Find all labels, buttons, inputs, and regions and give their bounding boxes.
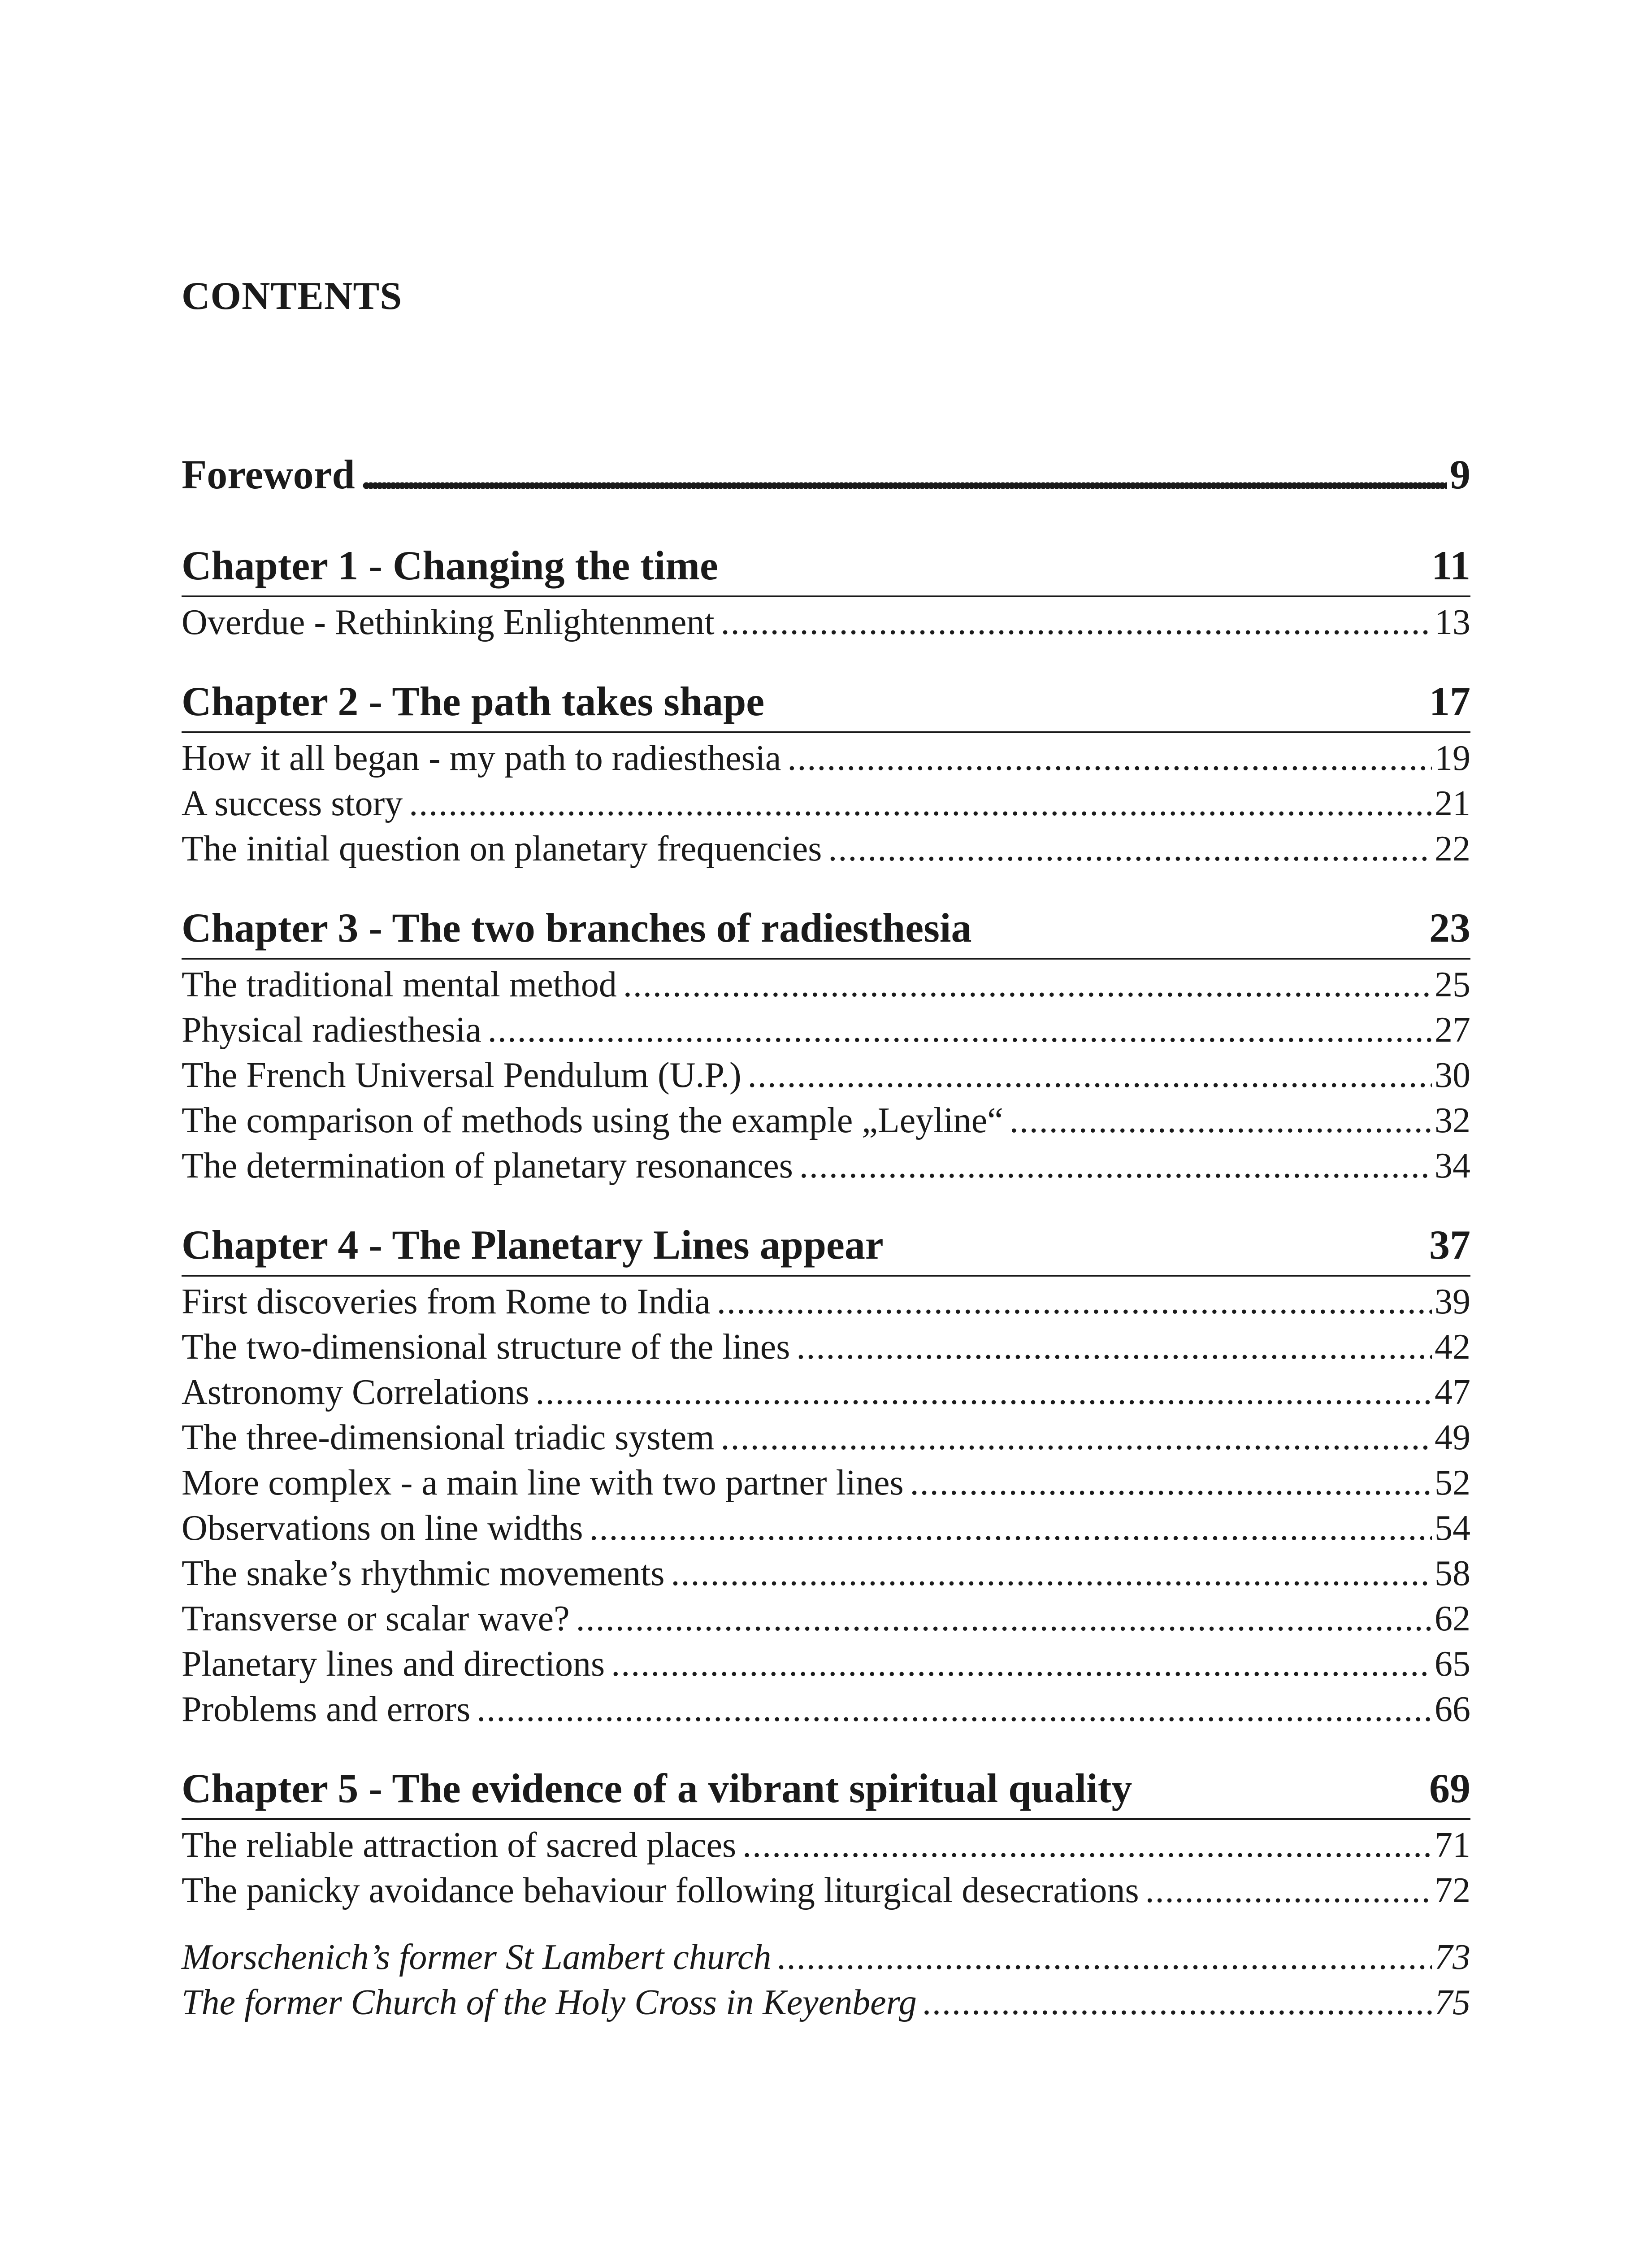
chapter-title: Chapter 2 - The path takes shape bbox=[182, 678, 765, 724]
chapter-5-group bbox=[182, 1764, 1470, 2025]
leader-dots bbox=[488, 1008, 1432, 1053]
entry-title: Overdue - Rethinking Enlightenment bbox=[182, 603, 715, 642]
toc-entry[interactable] bbox=[182, 1506, 1470, 1551]
entry-page: 42 bbox=[1435, 1327, 1470, 1367]
toc-entry[interactable] bbox=[182, 826, 1470, 872]
entry-page: 62 bbox=[1435, 1599, 1470, 1638]
entry-page: 75 bbox=[1435, 1983, 1470, 2022]
entry-page: 66 bbox=[1435, 1690, 1470, 1729]
foreword-page: 9 bbox=[1450, 452, 1470, 497]
toc-entry[interactable] bbox=[182, 1053, 1470, 1098]
leader-dots bbox=[742, 1823, 1432, 1868]
entry-page: 32 bbox=[1435, 1101, 1470, 1140]
leader-dots bbox=[623, 962, 1432, 1008]
entry-page: 27 bbox=[1435, 1010, 1470, 1050]
entry-title: Planetary lines and directions bbox=[182, 1644, 605, 1684]
chapter-heading[interactable] bbox=[182, 1764, 1470, 1820]
chapter-page: 23 bbox=[1429, 905, 1470, 951]
leader-dots bbox=[787, 736, 1432, 781]
toc-entry[interactable] bbox=[182, 1823, 1470, 1868]
toc-entry[interactable] bbox=[182, 736, 1470, 781]
entry-page: 39 bbox=[1435, 1282, 1470, 1321]
toc-entry[interactable] bbox=[182, 1596, 1470, 1642]
leader-dots bbox=[721, 600, 1432, 645]
entry-title: The three-dimensional triadic system bbox=[182, 1418, 715, 1457]
italic-subentries bbox=[182, 1935, 1470, 2025]
chapter-title: Chapter 1 - Changing the time bbox=[182, 543, 718, 588]
entry-title: The former Church of the Holy Cross in Keyenberg bbox=[182, 1983, 917, 2022]
toc-entry[interactable] bbox=[182, 1143, 1470, 1189]
entry-page: 30 bbox=[1435, 1056, 1470, 1095]
entry-page: 52 bbox=[1435, 1463, 1470, 1503]
toc-entry[interactable] bbox=[182, 781, 1470, 826]
entry-title: Morschenich’s former St Lambert church bbox=[182, 1938, 772, 1977]
leader-dots bbox=[748, 1053, 1432, 1098]
leader-dots bbox=[828, 826, 1432, 872]
entry-title: A success story bbox=[182, 784, 403, 823]
entry-page: 34 bbox=[1435, 1146, 1470, 1186]
leader-dots bbox=[923, 1980, 1432, 2025]
toc-entry[interactable] bbox=[182, 1008, 1470, 1053]
entry-page: 54 bbox=[1435, 1508, 1470, 1548]
entry-title: The reliable attraction of sacred places bbox=[182, 1825, 737, 1865]
entry-title: The snake’s rhythmic movements bbox=[182, 1554, 665, 1593]
entry-title: Problems and errors bbox=[182, 1690, 471, 1729]
chapter-title: Chapter 5 - The evidence of a vibrant spiritual quality bbox=[182, 1765, 1132, 1811]
entry-title: The comparison of methods using the example „Leyline“ bbox=[182, 1101, 1003, 1140]
leader-dots bbox=[799, 1143, 1432, 1189]
leader-dots bbox=[576, 1596, 1432, 1642]
entry-title: Transverse or scalar wave? bbox=[182, 1599, 570, 1638]
chapter-page: 11 bbox=[1431, 543, 1470, 588]
entry-title: The initial question on planetary frequencies bbox=[182, 829, 822, 869]
chapter-title: Chapter 4 - The Planetary Lines appear bbox=[182, 1222, 884, 1268]
toc-entry[interactable] bbox=[182, 1279, 1470, 1325]
chapter-heading[interactable] bbox=[182, 678, 1470, 733]
leader-dots bbox=[671, 1551, 1432, 1596]
entry-page: 58 bbox=[1435, 1554, 1470, 1593]
chapter-heading[interactable] bbox=[182, 904, 1470, 960]
toc-entry-italic[interactable] bbox=[182, 1935, 1470, 1980]
toc-entry[interactable] bbox=[182, 1460, 1470, 1506]
entry-title: First discoveries from Rome to India bbox=[182, 1282, 711, 1321]
contents-heading: CONTENTS bbox=[182, 274, 403, 318]
leader-dots bbox=[777, 1935, 1432, 1980]
toc-entry[interactable] bbox=[182, 1687, 1470, 1732]
entry-page: 19 bbox=[1435, 739, 1470, 778]
toc-entry[interactable] bbox=[182, 1098, 1470, 1143]
chapter-page: 17 bbox=[1429, 678, 1470, 724]
entry-page: 21 bbox=[1435, 784, 1470, 823]
toc-entry[interactable] bbox=[182, 1551, 1470, 1596]
foreword-title: Foreword bbox=[182, 452, 355, 497]
entry-page: 73 bbox=[1435, 1938, 1470, 1977]
leader-dots bbox=[477, 1687, 1432, 1732]
chapter-heading[interactable] bbox=[182, 542, 1470, 597]
toc-entry[interactable] bbox=[182, 962, 1470, 1008]
entry-title: The two-dimensional structure of the lines bbox=[182, 1327, 790, 1367]
entry-page: 65 bbox=[1435, 1644, 1470, 1684]
entry-title: More complex - a main line with two partner lines bbox=[182, 1463, 904, 1503]
toc-entry[interactable] bbox=[182, 1642, 1470, 1687]
entry-page: 71 bbox=[1435, 1825, 1470, 1865]
entry-page: 49 bbox=[1435, 1418, 1470, 1457]
toc-entry[interactable] bbox=[182, 1868, 1470, 1913]
entry-title: The panicky avoidance behaviour following liturgical desecrations bbox=[182, 1871, 1139, 1910]
chapter-2-group bbox=[182, 678, 1470, 872]
leader-dots bbox=[409, 781, 1432, 826]
entry-title: How it all began - my path to radiesthesia bbox=[182, 739, 781, 778]
toc-entry[interactable] bbox=[182, 1415, 1470, 1460]
foreword-entry[interactable] bbox=[182, 451, 1470, 507]
toc-entry[interactable] bbox=[182, 1325, 1470, 1370]
chapter-page: 37 bbox=[1429, 1222, 1470, 1268]
table-of-contents bbox=[182, 451, 1470, 2025]
chapter-title: Chapter 3 - The two branches of radiesthesia bbox=[182, 905, 972, 951]
chapter-1-group bbox=[182, 542, 1470, 645]
entry-page: 72 bbox=[1435, 1871, 1470, 1910]
leader-dots bbox=[721, 1415, 1432, 1460]
leader-dots bbox=[611, 1642, 1432, 1687]
entry-page: 13 bbox=[1435, 603, 1470, 642]
entry-title: The French Universal Pendulum (U.P.) bbox=[182, 1056, 741, 1095]
toc-entry-italic[interactable] bbox=[182, 1980, 1470, 2025]
entry-title: Astronomy Correlations bbox=[182, 1373, 529, 1412]
leader-dots bbox=[1145, 1868, 1432, 1913]
entry-title: Physical radiesthesia bbox=[182, 1010, 481, 1050]
leader-dots bbox=[535, 1370, 1432, 1415]
leader-dots bbox=[796, 1325, 1432, 1370]
chapter-4-group bbox=[182, 1221, 1470, 1732]
entry-title: The determination of planetary resonances bbox=[182, 1146, 793, 1186]
toc-entry[interactable] bbox=[182, 600, 1470, 645]
leader-dots bbox=[589, 1506, 1432, 1551]
leader-dots bbox=[717, 1279, 1432, 1325]
entry-title: The traditional mental method bbox=[182, 965, 617, 1004]
chapter-page: 69 bbox=[1429, 1765, 1470, 1811]
entry-page: 25 bbox=[1435, 965, 1470, 1004]
toc-entry[interactable] bbox=[182, 1370, 1470, 1415]
leader-dots bbox=[910, 1460, 1432, 1506]
entry-title: Observations on line widths bbox=[182, 1508, 583, 1548]
leader-dots bbox=[1010, 1098, 1432, 1143]
leader-dots bbox=[361, 451, 1447, 498]
entry-page: 47 bbox=[1435, 1373, 1470, 1412]
chapter-heading[interactable] bbox=[182, 1221, 1470, 1277]
chapter-3-group bbox=[182, 904, 1470, 1189]
entry-page: 22 bbox=[1435, 829, 1470, 869]
